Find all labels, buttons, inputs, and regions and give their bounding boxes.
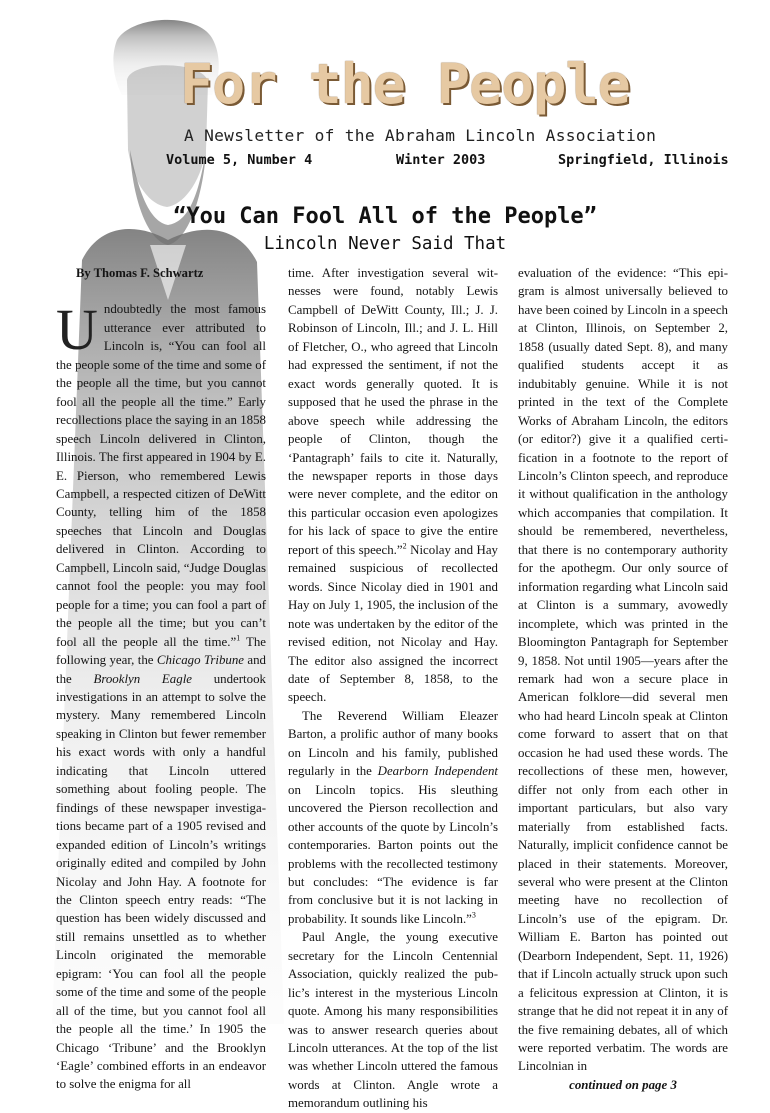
article-paragraph: Paul Angle, the young executive secretary for the Lincoln Centennial Association, quickly realized the public’s interest in the mysterious Lincoln quote. Among his many responsibilities was to answer research queries about Lincoln utterances. At the top of the list was whether Lincoln uttered the famous words at Clinton. Angle wrote a memorandum outlining his [288,930,498,1111]
drop-cap: U [56,297,98,363]
article-column-1 [56,264,266,1094]
newsletter-title: For the People [180,52,630,116]
article-subheadline: Lincoln Never Said That [263,234,507,254]
article-paragraph [56,297,267,1093]
article-byline: By Thomas F. Schwartz [76,266,204,280]
newsletter-subtitle: A Newsletter of the Abraham Lincoln Association [184,126,657,145]
article-paragraph: time. After investigation several witnesses were found, notably Lewis Campbell of DeWitt County, Ill.; J. J. Robinson of Lincoln, Ill.; and J. L. Hill of Fletcher, O., who agreed that Lincoln had expressed the sentiment, if not the exact words generally quoted. It is supposed that he used the phrase in the above speech while addressing the people of Clinton, though the ‘Pantagraph’ fails to cite it. Naturally, the newspaper reports in those days were never complete, and the editor on this particular occasion even apologizes for his lack of space to give the entire report of this speech.”$^2$ Nicolay and Hay remained suspicious of recollected words. Since Nicolay died in 1901 and Hay on July 1, 1905, the inclusion of the note was undertaken by the editor of the revised edition, not Nicolay and Hay. The editor also assigned the incorrect date of September 8, 1858, to the speech. [288,266,499,705]
article-column-2 [288,264,498,1113]
article-headline: “You Can Fool All of the People” [173,204,597,229]
continued-link[interactable]: continued on page 3 [569,1077,677,1092]
article-paragraph: The Reverend William Eleazer Barton, a prolific author of many books on Lincoln and his family, published regularly in the Dearborn Independent on Lincoln topics. His sleuthing uncovered the Pierson recollection and other accounts of the quote by Lincoln’s contemporaries. Barton points out the problems with the recollected testimony but concludes: “The evidence is far from conclusive but it is not lacking in probability. It sounds like Lincoln.”$^3$ [288,708,498,926]
issue-location: Springfield, Illinois [558,152,729,168]
issue-volume: Volume 5, Number 4 [166,152,313,168]
issue-season: Winter 2003 [396,152,486,168]
article-text: ndoubtedly the most famous utterance ever attributed to Lincoln is, “You can fool all the people some of the time and some of the people all the time, but you cannot fool all the people all the time.” Early recollections place the saying in an 1858 speech Lincoln delivered in Clinton, Illinois. The first appeared in 1904 by E. E. Pierson, who remembered Lewis Campbell, a respected citizen of DeWitt County, telling him of the 1858 speeches that Lincoln and Douglas delivered in Clinton. According to Campbell, Lincoln said, “Judge Douglas cannot fool the people: you may fool people for a time; you can fool a part of the people all the time; but you can’t fool all the people all the time.”$^1$ The following year, the Chicago Tribune and the Brooklyn Eagle undertook investigations in an attempt to solve the mystery. Many remembered Lincoln speaking in Clinton but fewer remember his exact words with only a handful indicating that Lincoln uttered something about fooling people. The findings of these newspaper investigations became part of a 1905 revised and expanded edition of Lincoln’s writings originally edited and compiled by John Nicolay and John Hay. A footnote for the Clinton speech entry reads: “The question has been widely discussed and still remains unsettled as to whether Lincoln originated the memorable epigram: ‘You can fool all the people some of the time and some of the people all of the time, but you cannot fool all the people all the time.’ In 1905 the Chicago ‘Tribune’ and the Brooklyn ‘Eagle’ combined efforts in an endeavor to solve the enigma for all [56,302,267,1092]
article-column-3 [518,264,728,1094]
article-paragraph: evaluation of the evidence: “This epigram is almost universally believed to have been coined by Lincoln in a speech at Clinton, Illinois, on September 2, 1858 (usually dated Sept. 8), and many qualified students accept it as indubitably genuine. While it is not printed in the text of the Complete Works of Abraham Lincoln, the editors (or editor?) give it a qualified certification in a footnote to the report of Lincoln’s Clinton speech, and reproduce it without qualification in the anthology which accompanies that compilation. It should be remembered, nevertheless, that there is no contemporary authority for the apothegm. Our only source of information regarding what Lincoln said at Clinton is a summary, avowedly incomplete, which was printed in the Bloomington Pantagraph for September 9, 1858. Not until 1905—years after the remark had won a secure place in American folklore—did several men who had heard Lincoln speak at Clinton come forward to assert that on that occasion he had used these words. The recollections of these men, however, differ not only from each other in important particulars, but also vary materially from established facts. Naturally, implicit confidence cannot be placed in their statements. Moreover, several who were present at the Clinton meeting have no recollection of Lincoln’s use of the epigram. Dr. William E. Barton has pointed out (Dearborn Independent, Sept. 11, 1926) that if Lincoln actually struck upon such a felicitous expression at Clinton, it is strange that he did not repeat it in any of the five remaining debates, all of which were reported verbatim. The words are Lincolnian in [518,266,728,1074]
